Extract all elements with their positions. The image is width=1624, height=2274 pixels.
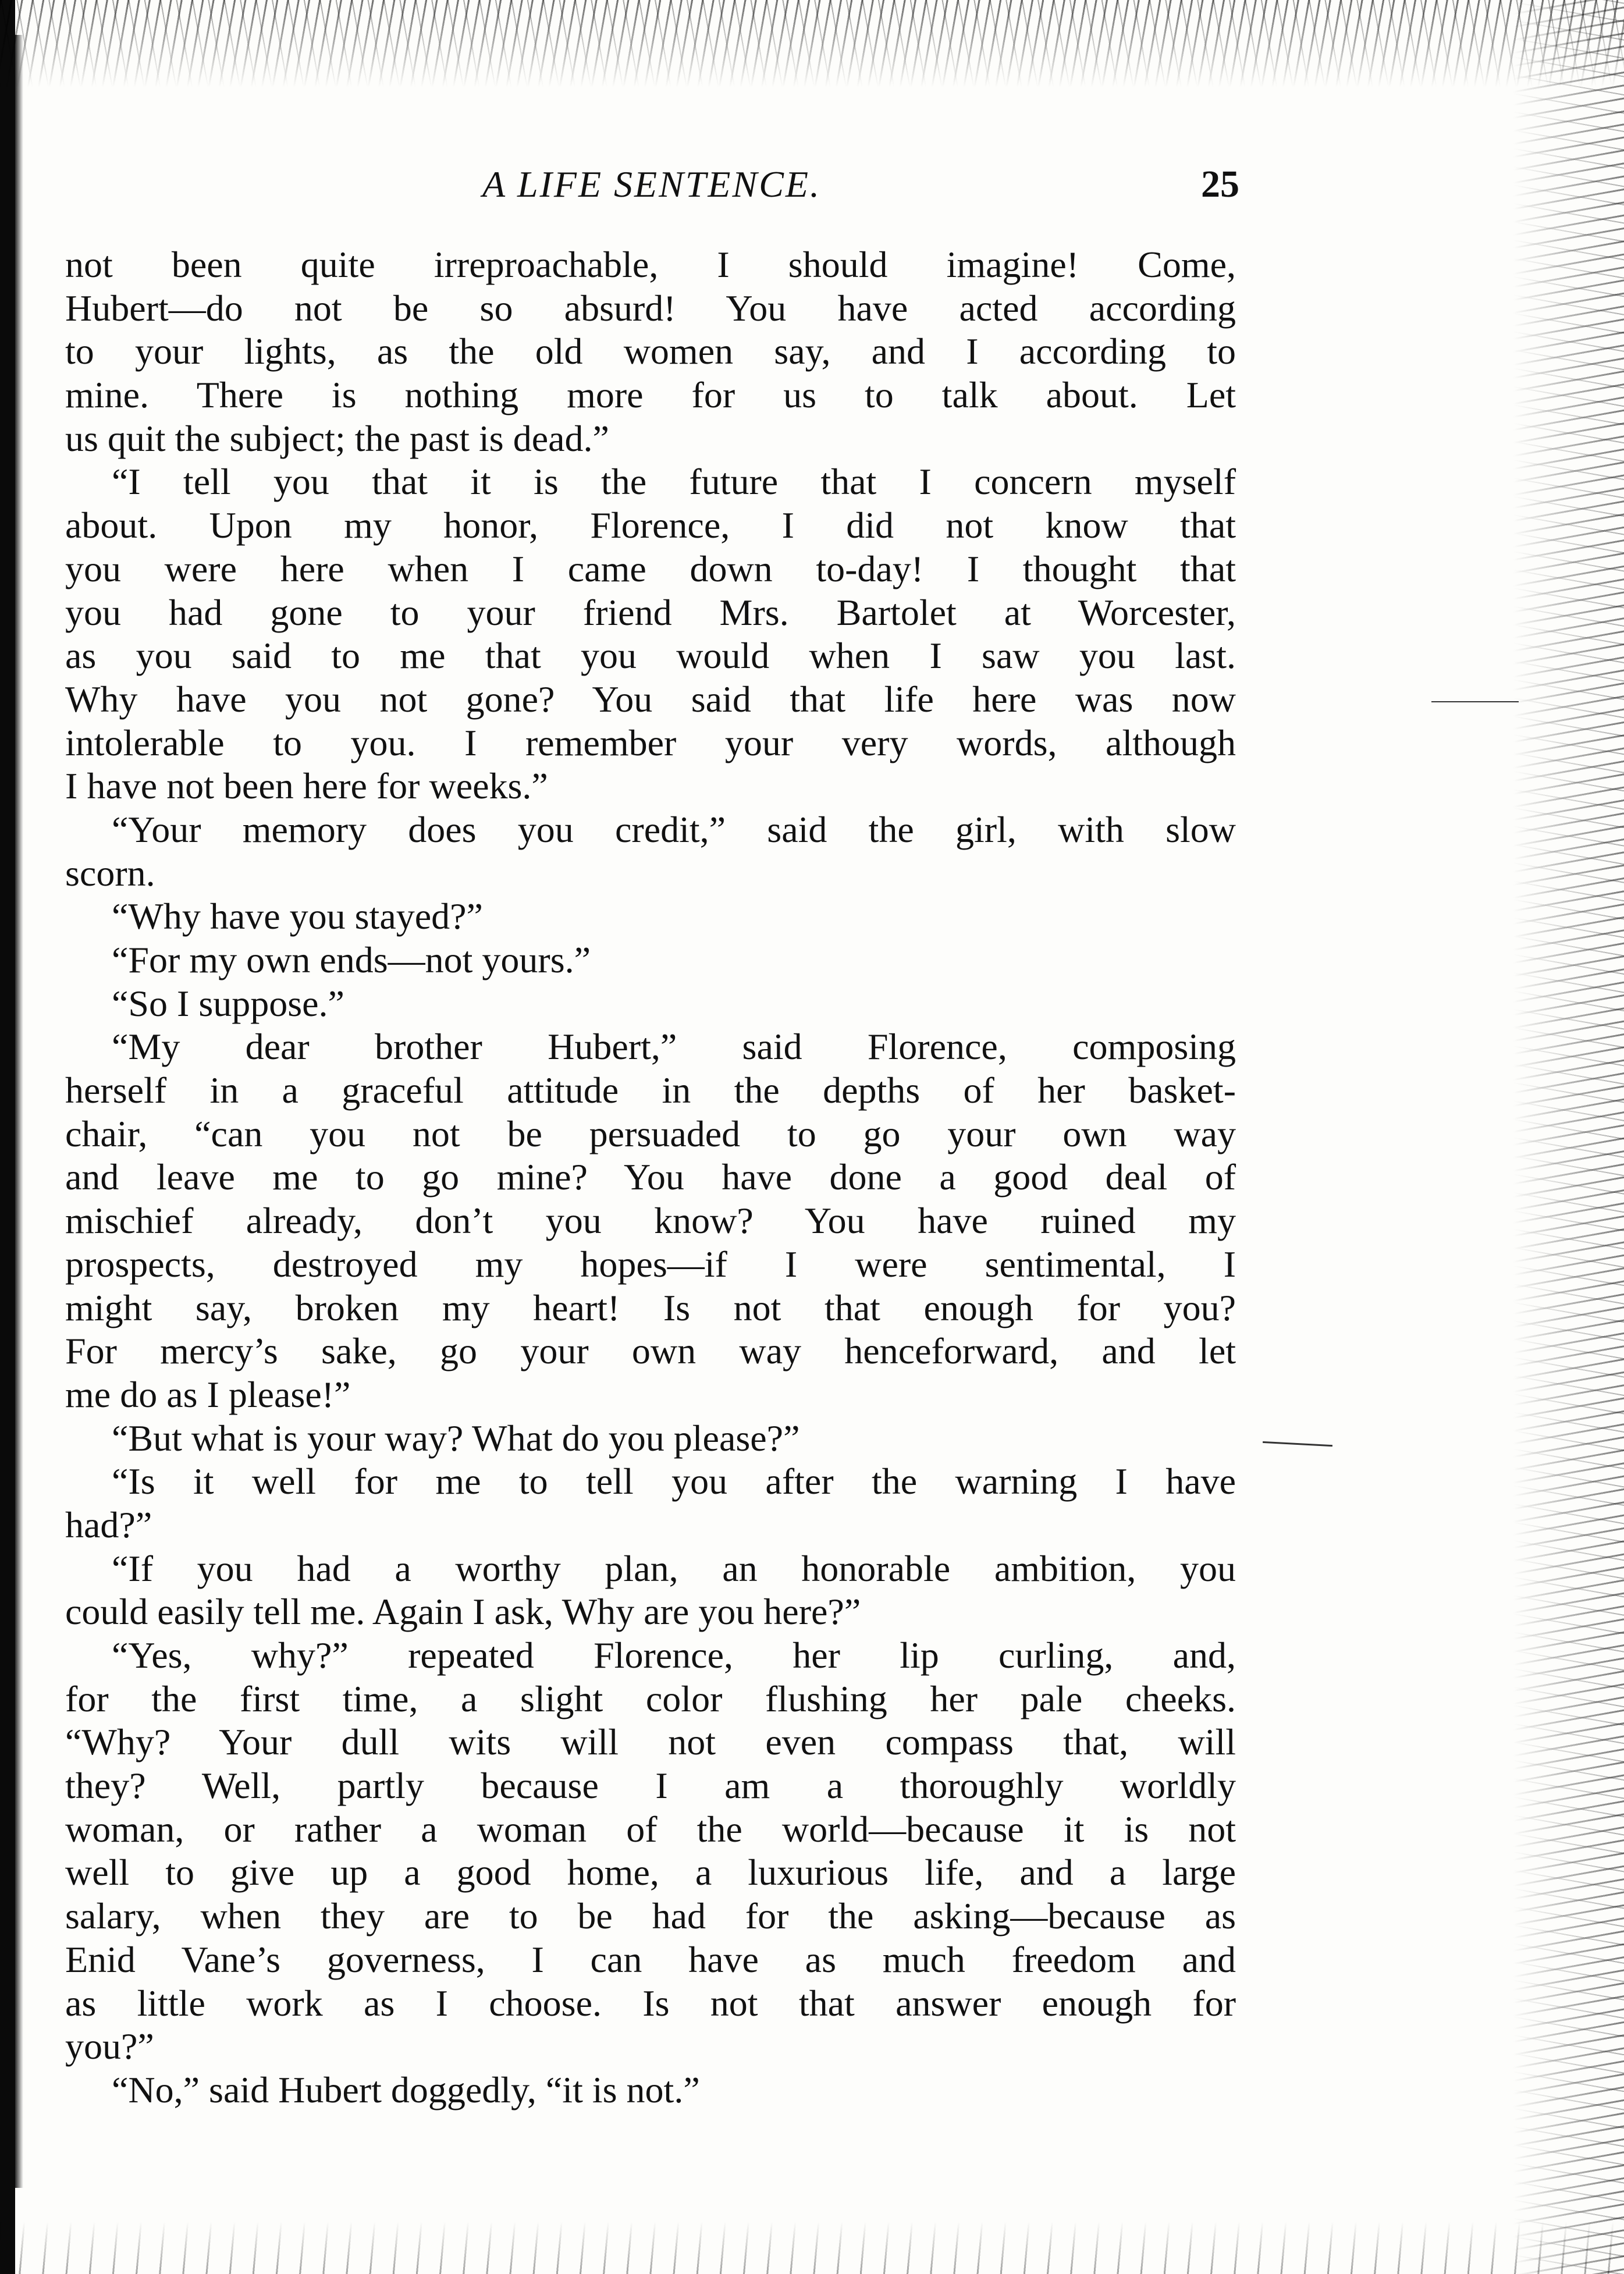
text-line: well to give up a good home, a luxurious life, and a large	[65, 1852, 1236, 1893]
text-line: “Yes, why?” repeated Florence, her lip curling, and,	[112, 1635, 1236, 1676]
scan-edge-noise-bottom	[0, 2222, 1624, 2274]
text-line: scorn.	[65, 852, 155, 894]
text-line: as little work as I choose. Is not that answer enough for	[65, 1982, 1236, 2024]
text-line: intolerable to you. I remember your very words, although	[65, 722, 1236, 763]
scan-stray-mark	[1263, 1441, 1332, 1447]
text-line: Why have you not gone? You said that life here was now	[65, 678, 1236, 720]
text-line: mine. There is nothing more for us to talk about. Let	[65, 374, 1236, 416]
text-line: salary, when they are to be had for the asking—because as	[65, 1895, 1236, 1937]
text-line: “Is it well for me to tell you after the warning I have	[112, 1461, 1236, 1502]
running-header	[64, 158, 1239, 211]
text-line: us quit the subject; the past is dead.”	[65, 417, 609, 459]
text-line: for the first time, a slight color flushing her pale cheeks.	[65, 1678, 1236, 1719]
text-line: For mercy’s sake, go your own way henceforward, and let	[65, 1330, 1236, 1372]
scan-binding-gradient	[15, 35, 23, 2188]
text-line: you were here when I came down to-day! I thought that	[65, 548, 1236, 589]
scan-edge-noise-top	[0, 0, 1624, 87]
scan-edge-noise-right	[1513, 0, 1624, 2274]
text-line: mischief already, don’t you know? You have ruined my	[65, 1200, 1236, 1242]
text-line: herself in a graceful attitude in the depths of her basket-	[65, 1070, 1236, 1111]
text-line: me do as I please!”	[65, 1373, 351, 1415]
text-line: you?”	[65, 2026, 154, 2067]
body-text	[65, 243, 1236, 2112]
text-line: “My dear brother Hubert,” said Florence, composing	[112, 1026, 1236, 1068]
text-line: “Your memory does you credit,” said the girl, with slow	[112, 808, 1236, 850]
scan-stray-mark	[1431, 701, 1519, 702]
text-line: “For my own ends—not yours.”	[112, 939, 591, 980]
text-line: to your lights, as the old women say, and I according to	[65, 331, 1236, 372]
text-line: you had gone to your friend Mrs. Bartolet at Worcester,	[65, 591, 1236, 633]
text-line: might say, broken my heart! Is not that enough for you?	[65, 1287, 1236, 1328]
text-line: “Why have you stayed?”	[112, 896, 483, 937]
text-line: I have not been here for weeks.”	[65, 765, 548, 807]
text-line: could easily tell me. Again I ask, Why are you here?”	[65, 1591, 861, 1633]
text-line: Hubert—do not be so absurd! You have acted according	[65, 287, 1236, 329]
text-line: not been quite irreproachable, I should imagine! Come,	[65, 244, 1236, 285]
text-line: “Why? Your dull wits will not even compass that, will	[65, 1721, 1236, 1763]
text-line: “No,” said Hubert doggedly, “it is not.”	[112, 2069, 700, 2110]
text-line: they? Well, partly because I am a thoroughly worldly	[65, 1765, 1236, 1807]
running-title: A LIFE SENTENCE.	[482, 164, 821, 205]
text-line: about. Upon my honor, Florence, I did not know that	[65, 504, 1236, 546]
text-line: “So I suppose.”	[112, 982, 344, 1024]
text-line: Enid Vane’s governess, I can have as much freedom and	[65, 1938, 1236, 1980]
text-line: and leave me to go mine? You have done a good deal of	[65, 1156, 1236, 1198]
text-line: prospects, destroyed my hopes—if I were sentimental, I	[65, 1243, 1236, 1285]
text-line: chair, “can you not be persuaded to go your own way	[65, 1113, 1236, 1154]
text-line: “I tell you that it is the future that I concern myself	[112, 461, 1236, 503]
text-line: had?”	[65, 1504, 152, 1545]
text-line: “But what is your way? What do you please?”	[112, 1417, 800, 1459]
page-number: 25	[1201, 163, 1239, 205]
text-line: “If you had a worthy plan, an honorable ambition, you	[112, 1547, 1236, 1589]
text-line: woman, or rather a woman of the world—because it is not	[65, 1808, 1236, 1850]
text-line: as you said to me that you would when I saw you last.	[65, 635, 1236, 677]
scan-binding-shadow	[0, 0, 15, 2274]
